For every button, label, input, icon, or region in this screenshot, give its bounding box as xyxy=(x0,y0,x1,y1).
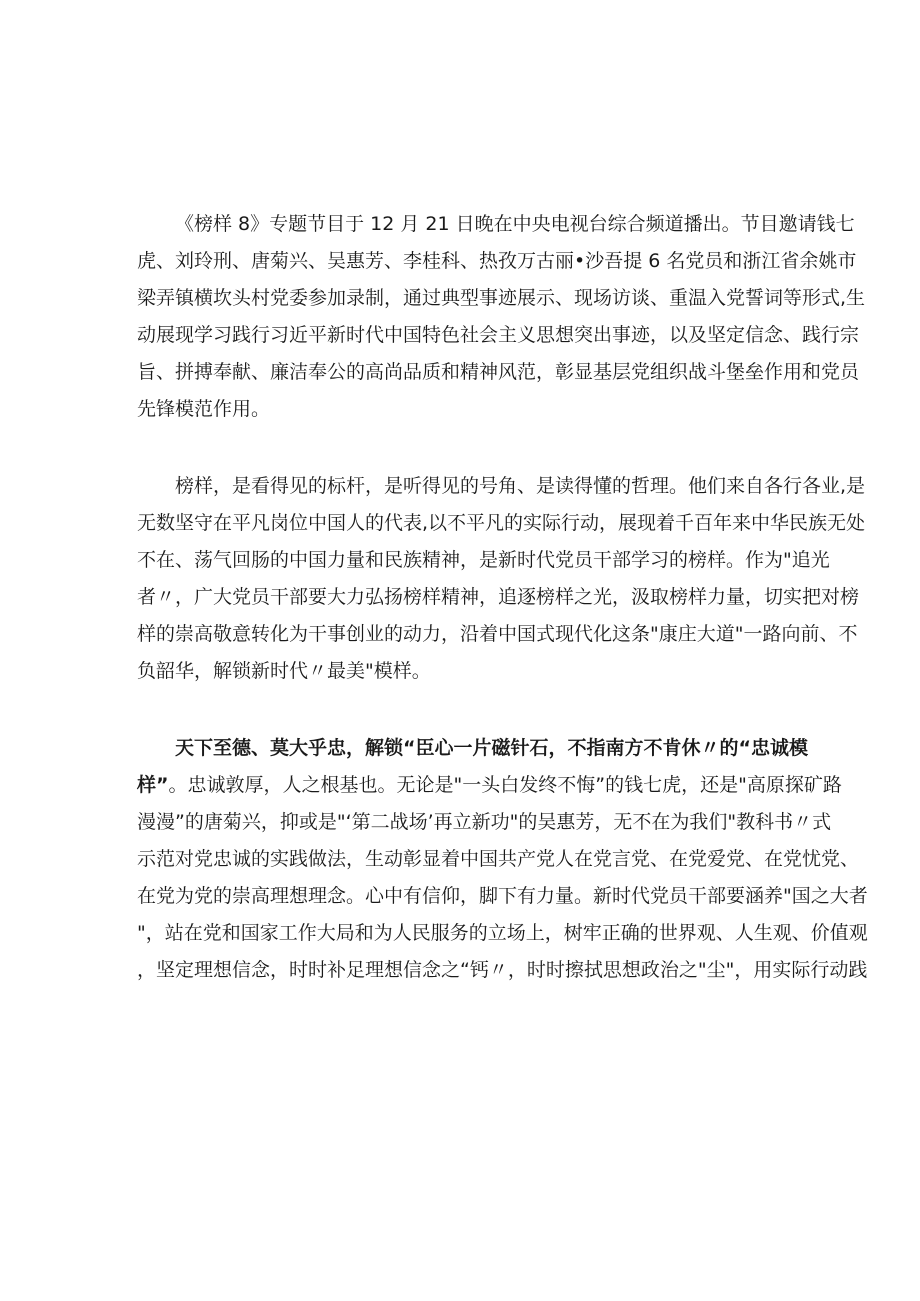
paragraph-2-line-1: 榜样，是看得见的标杆，是听得见的号角、是读得懂的哲理。他们来自各行各业,是 xyxy=(175,475,866,497)
paragraph-1-line-5: 旨、拼搏奉献、廉洁奉公的高尚品质和精神风范，彰显基层党组织战斗堡垒作用和党员 xyxy=(137,361,860,383)
paragraph-3-line-7: ，坚定理想信念，时时补足理想信念之“钙〃，时时擦拭思想政治之"尘"，用实际行动践 xyxy=(137,959,868,981)
paragraph-1-line-3: 梁弄镇横坎头村党委参加录制，通过典型事迹展示、现场访谈、重温入党誓词等形式,生 xyxy=(137,287,866,309)
paragraph-3-heading-line-1: 天下至德、莫大乎忠，解锁“臣心一片磁针石，不指南方不肯休〃的“忠诚模 xyxy=(175,737,808,759)
paragraph-3-heading-end: 样” xyxy=(137,774,169,796)
paragraph-3-line-4: 示范对党忠诚的实践做法，生动彰显着中国共产党人在党言党、在党爱党、在党忧党、 xyxy=(137,848,860,870)
paragraph-3-line-5: 在党为党的崇高理想理念。心中有信仰，脚下有力量。新时代党员干部要涵养"国之大者 xyxy=(137,885,868,907)
paragraph-2-line-3: 不在、荡气回肠的中国力量和民族精神，是新时代党员干部学习的榜样。作为"追光 xyxy=(137,549,830,571)
paragraph-1-line-6: 先锋模范作用。 xyxy=(137,398,271,420)
paragraph-2-line-2: 无数坚守在平凡岗位中国人的代表,以不平凡的实际行动，展现着千百年来中华民族无处 xyxy=(137,512,866,534)
paragraph-2-line-5: 样的崇高敬意转化为干事创业的动力，沿着中国式现代化这条"康庄大道"一路向前、不 xyxy=(137,623,858,645)
paragraph-3-line-2 xyxy=(137,773,842,797)
paragraph-1-line-2: 虎、刘玲刑、唐菊兴、吴惠芳、李桂科、热孜万古丽•沙吾提 6 名党员和浙江省余姚市 xyxy=(137,250,857,272)
paragraph-3-line-6: "，站在党和国家工作大局和为人民服务的立场上，树牢正确的世界观、人生观、价值观 xyxy=(137,922,868,944)
paragraph-1-line-4: 动展现学习践行习近平新时代中国特色社会主义思想突出事迹，以及坚定信念、践行宗 xyxy=(137,324,860,346)
paragraph-3-line-2-text: 。忠诚敦厚，人之根基也。无论是"一头白发终不悔”的钱七虎，还是"高原探矿路 xyxy=(168,774,842,796)
paragraph-2-line-4: 者〃，广大党员干部要大力弘扬榜样精神，追逐榜样之光，汲取榜样力量，切实把对榜 xyxy=(137,586,860,608)
paragraph-2-line-6: 负韶华，解锁新时代〃最美"模样。 xyxy=(137,660,431,682)
paragraph-1-line-1: 《榜样 8》专题节目于 12 月 21 日晚在中央电视台综合频道播出。节目邀请钱七 xyxy=(175,213,855,235)
paragraph-3-line-3: 漫漫”的唐菊兴，抑或是"‘第二战场’再立新功"的吴惠芳，无不在为我们"教科书〃式 xyxy=(137,811,832,833)
